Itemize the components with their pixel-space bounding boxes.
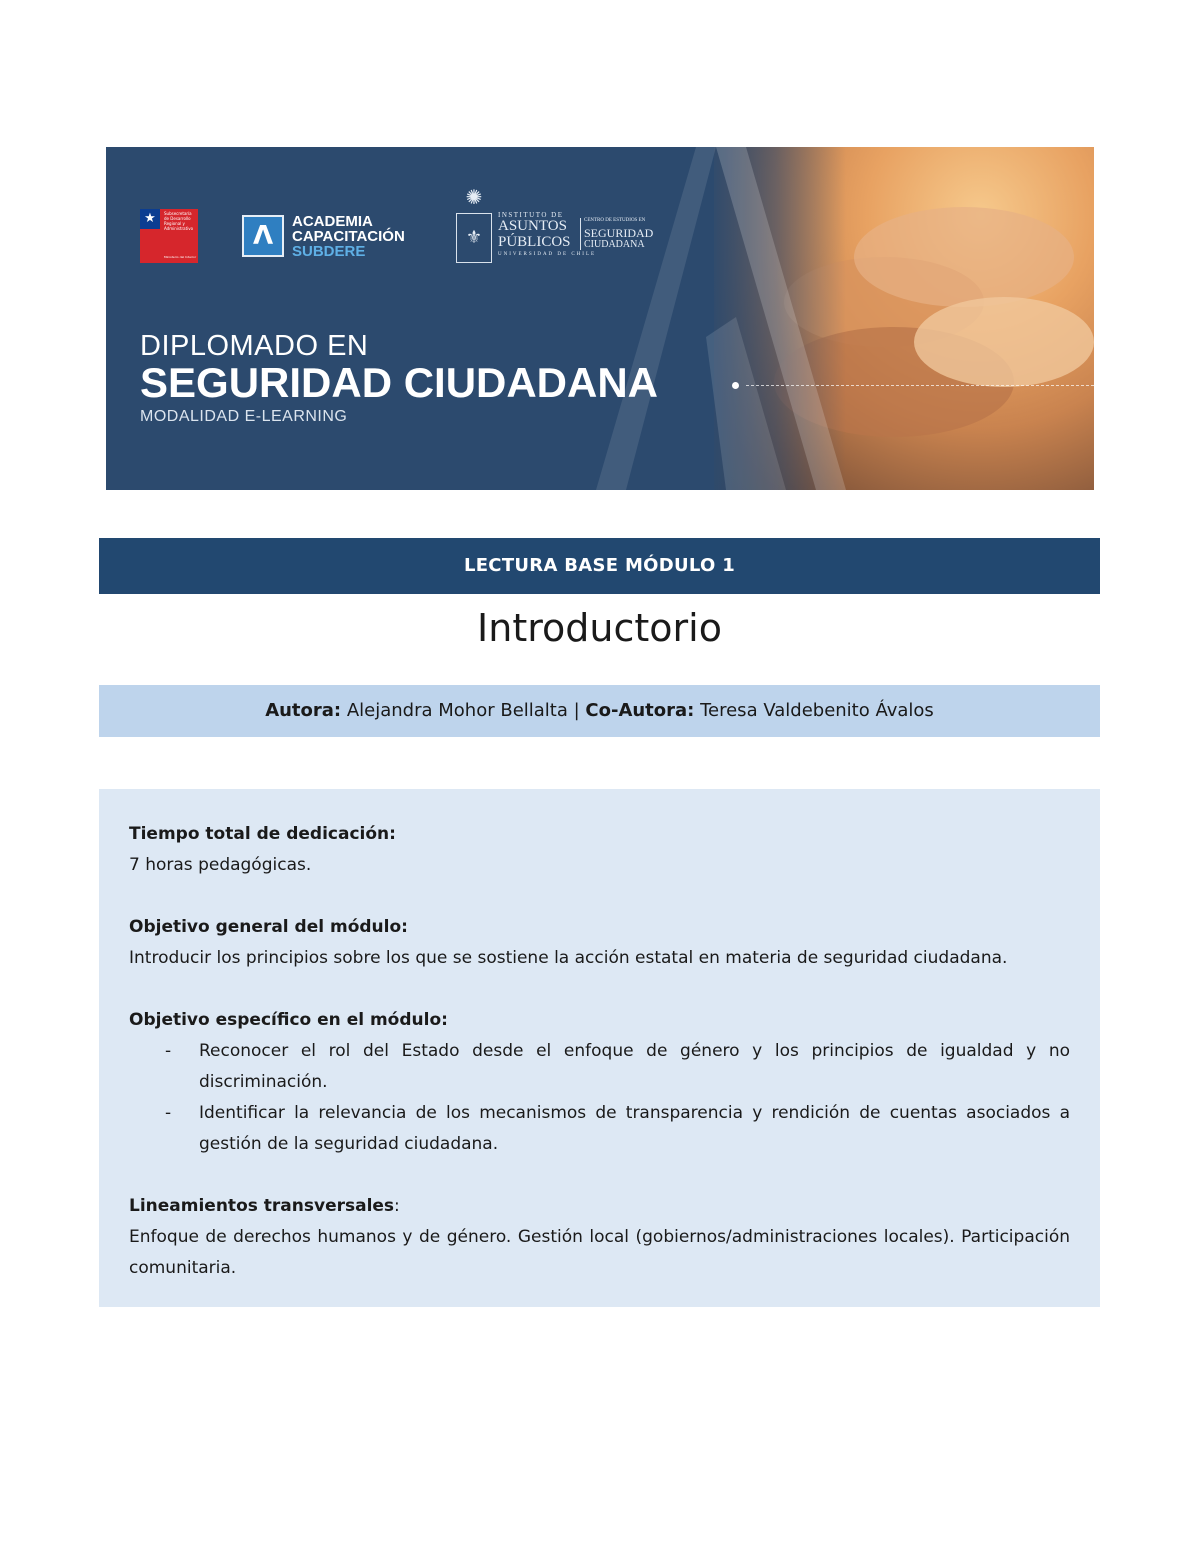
authors-bar [99, 685, 1100, 737]
general-objective-heading: Objetivo general del módulo: [129, 917, 408, 937]
crest-icon: ⚜ [456, 213, 492, 263]
gobierno-chile-logo: ★ Subsecretaría de Desarrollo Regional y Administrativo Ministerio del Interior [140, 209, 198, 263]
star-icon: ★ [144, 211, 156, 226]
academia-a-icon: Λ [252, 221, 274, 251]
sun-icon: ✺ [465, 185, 483, 209]
specific-objective-heading: Objetivo específico en el módulo: [129, 1010, 448, 1030]
header-banner: ★ Subsecretaría de Desarrollo Regional y Administrativo Ministerio del Interior Λ ACADEMIA CAPACITACIÓN SUBDERE ✺ ⚜ INSTITUTO DE ASUNTOS PÚBLICOS UNIVERSIDAD DE CHILE CENTRO DE ESTUDIOS EN SEGURIDAD CIUDADANA DIPLOMADO EN SEGURIDAD CIUDADANA MODALIDAD E-LEARNING [106, 147, 1094, 490]
list-item: - Identificar la relevancia de los mecanismos de transparencia y rendición de cuentas asociados a gestión de la seguridad ciudadana. [165, 1103, 1070, 1154]
coauthor-name: Teresa Valdebenito Ávalos [694, 700, 934, 721]
module-label: LECTURA BASE MÓDULO 1 [463, 555, 736, 576]
list-item: - Reconocer el rol del Estado desde el enfoque de género y los principios de igualdad y no discriminación. [165, 1041, 1070, 1092]
specific-objective-list [129, 1036, 1070, 1160]
page-title: Introductorio [477, 606, 722, 650]
banner-title-line2: SEGURIDAD CIUDADANA [140, 359, 659, 406]
time-heading: Tiempo total de dedicación: [129, 824, 396, 844]
general-objective-value: Introducir los principios sobre los que se sostiene la acción estatal en materia de seguridad ciudadana. [129, 948, 1008, 968]
author-label: Autora: [265, 700, 342, 721]
coauthor-label: Co-Autora: [585, 700, 695, 721]
decorative-dot [732, 382, 739, 389]
transversal-value: Enfoque de derechos humanos y de género. Gestión local (gobiernos/administraciones locales). Participación comunitaria. [129, 1227, 1070, 1278]
time-value: 7 horas pedagógicas. [129, 855, 312, 875]
banner-title-line3: MODALIDAD E-LEARNING [140, 408, 348, 425]
banner-title-line1: DIPLOMADO EN [140, 330, 369, 362]
module-bar [99, 538, 1100, 594]
instituto-asuntos-publicos-logo: ✺ ⚜ INSTITUTO DE ASUNTOS PÚBLICOS UNIVERSIDAD DE CHILE CENTRO DE ESTUDIOS EN SEGURIDAD CIUDADANA [456, 185, 666, 265]
module-info-box [99, 789, 1100, 1307]
transversal-heading: Lineamientos transversales: [129, 1196, 400, 1216]
author-name: Alejandra Mohor Bellalta | [341, 700, 586, 721]
decorative-line [746, 385, 1094, 387]
authors-line [99, 685, 1100, 737]
